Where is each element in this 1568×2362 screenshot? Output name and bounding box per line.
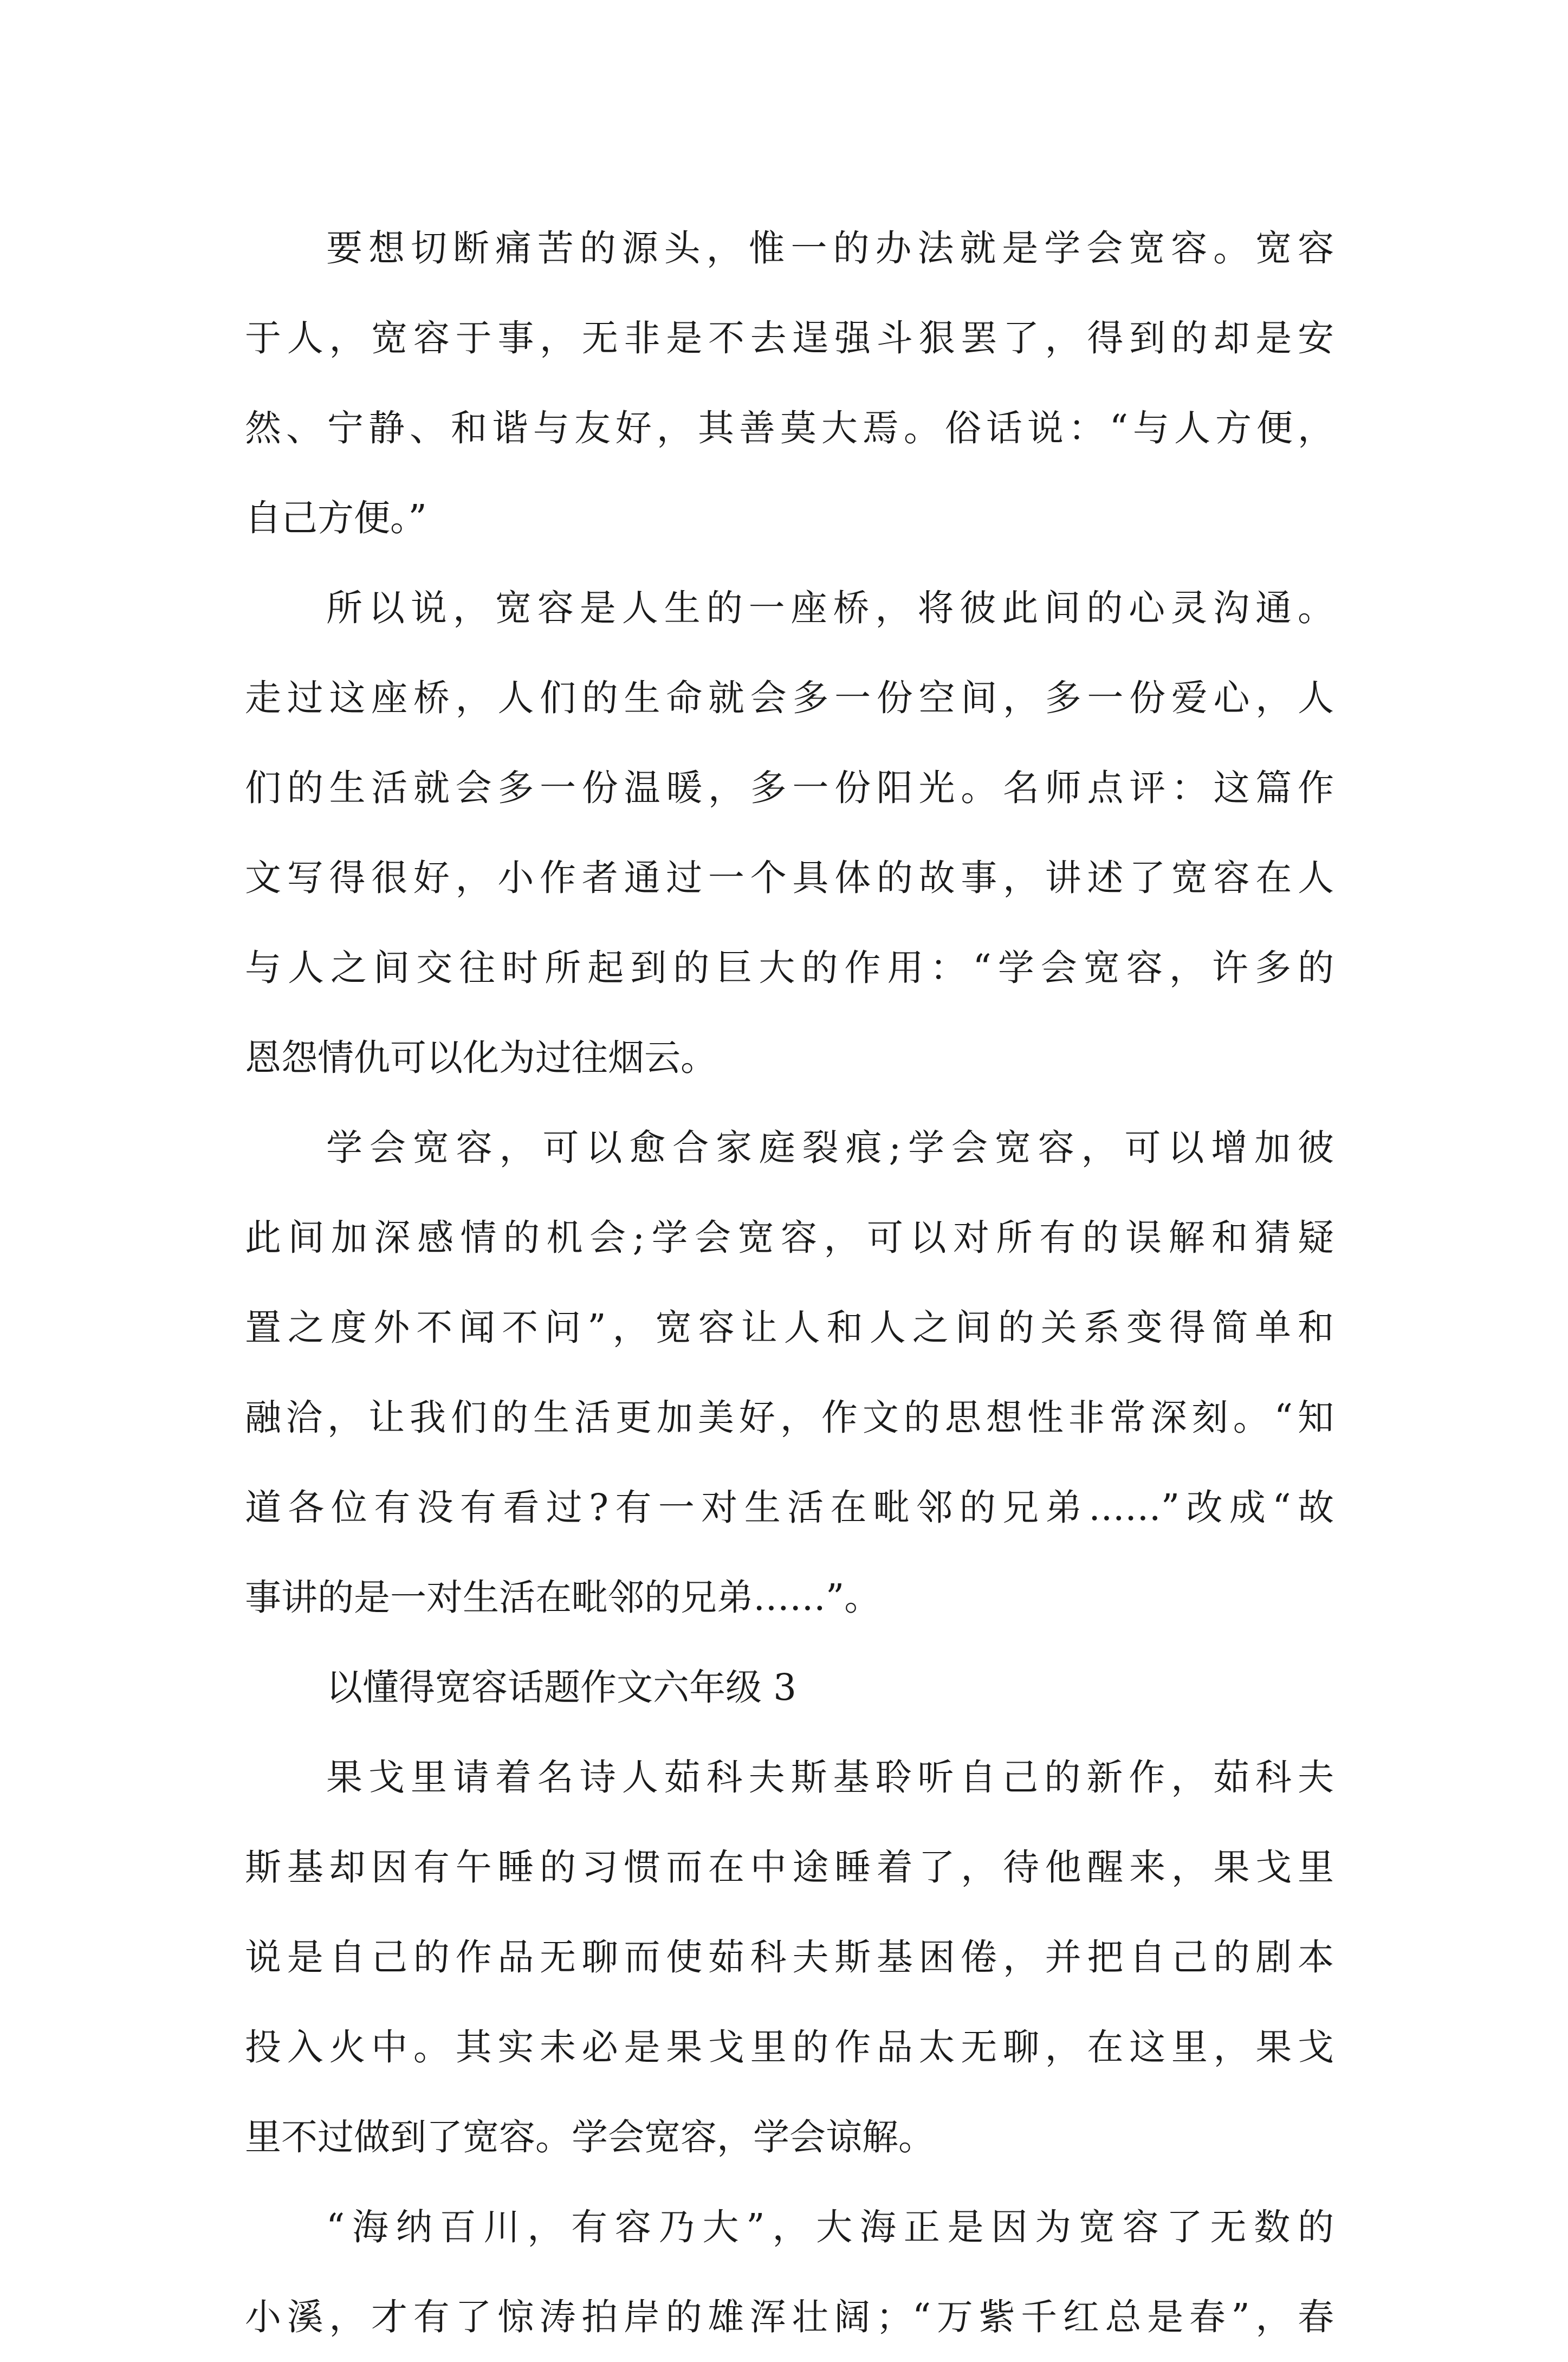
paragraph-line: 于人，宽容于事，无非是不去逞强斗狠罢了，得到的却是安 [245, 317, 1334, 359]
paragraph-line: 要想切断痛苦的源头，惟一的办法就是学会宽容。宽容 [326, 227, 1334, 269]
paragraph-line: 与人之间交往时所起到的巨大的作用：“学会宽容，许多的 [245, 947, 1334, 989]
paragraph-line: 走过这座桥，人们的生命就会多一份空间，多一份爱心，人 [245, 677, 1334, 719]
paragraph-line: 学会宽容，可以愈合家庭裂痕;学会宽容，可以增加彼 [326, 1127, 1334, 1169]
paragraph-line: 事讲的是一对生活在毗邻的兄弟……”。 [245, 1576, 881, 1619]
paragraph-line: 们的生活就会多一份温暖，多一份阳光。名师点评：这篇作 [245, 767, 1334, 809]
paragraph-line: “海纳百川，有容乃大”，大海正是因为宽容了无数的 [326, 2206, 1334, 2248]
document-body [245, 203, 1334, 2362]
paragraph-line: 投入火中。其实未必是果戈里的作品太无聊，在这里，果戈 [245, 2026, 1334, 2068]
paragraph-line: 所以说，宽容是人生的一座桥，将彼此间的心灵沟通。 [326, 587, 1334, 629]
paragraph-line: 置之度外不闻不问”，宽容让人和人之间的关系变得简单和 [245, 1306, 1334, 1349]
paragraph-line: 恩怨情仇可以化为过往烟云。 [245, 1037, 717, 1079]
paragraph-line: 此间加深感情的机会;学会宽容，可以对所有的误解和猜疑 [245, 1216, 1334, 1259]
paragraph-line: 说是自己的作品无聊而使茹科夫斯基困倦，并把自己的剧本 [245, 1936, 1334, 1978]
paragraph-line: 果戈里请着名诗人茹科夫斯基聆听自己的新作，茹科夫 [326, 1756, 1334, 1798]
paragraph-line: 融洽，让我们的生活更加美好，作文的思想性非常深刻。“知 [245, 1396, 1334, 1439]
paragraph-line: 斯基却因有午睡的习惯而在中途睡着了，待他醒来，果戈里 [245, 1846, 1334, 1888]
paragraph-line: 里不过做到了宽容。学会宽容，学会谅解。 [245, 2116, 935, 2158]
paragraph-line: 然、宁静、和谐与友好，其善莫大焉。俗话说：“与人方便， [245, 407, 1334, 449]
paragraph-line: 文写得很好，小作者通过一个具体的故事，讲述了宽容在人 [245, 857, 1334, 899]
paragraph-line: 小溪，才有了惊涛拍岸的雄浑壮阔；“万紫千红总是春”，春 [245, 2296, 1334, 2338]
paragraph-line: 道各位有没有看过?有一对生活在毗邻的兄弟……”改成“故 [245, 1486, 1334, 1529]
paragraph-line: 自己方便。” [245, 497, 427, 539]
section-heading: 以懂得宽容话题作文六年级 3 [326, 1666, 796, 1709]
